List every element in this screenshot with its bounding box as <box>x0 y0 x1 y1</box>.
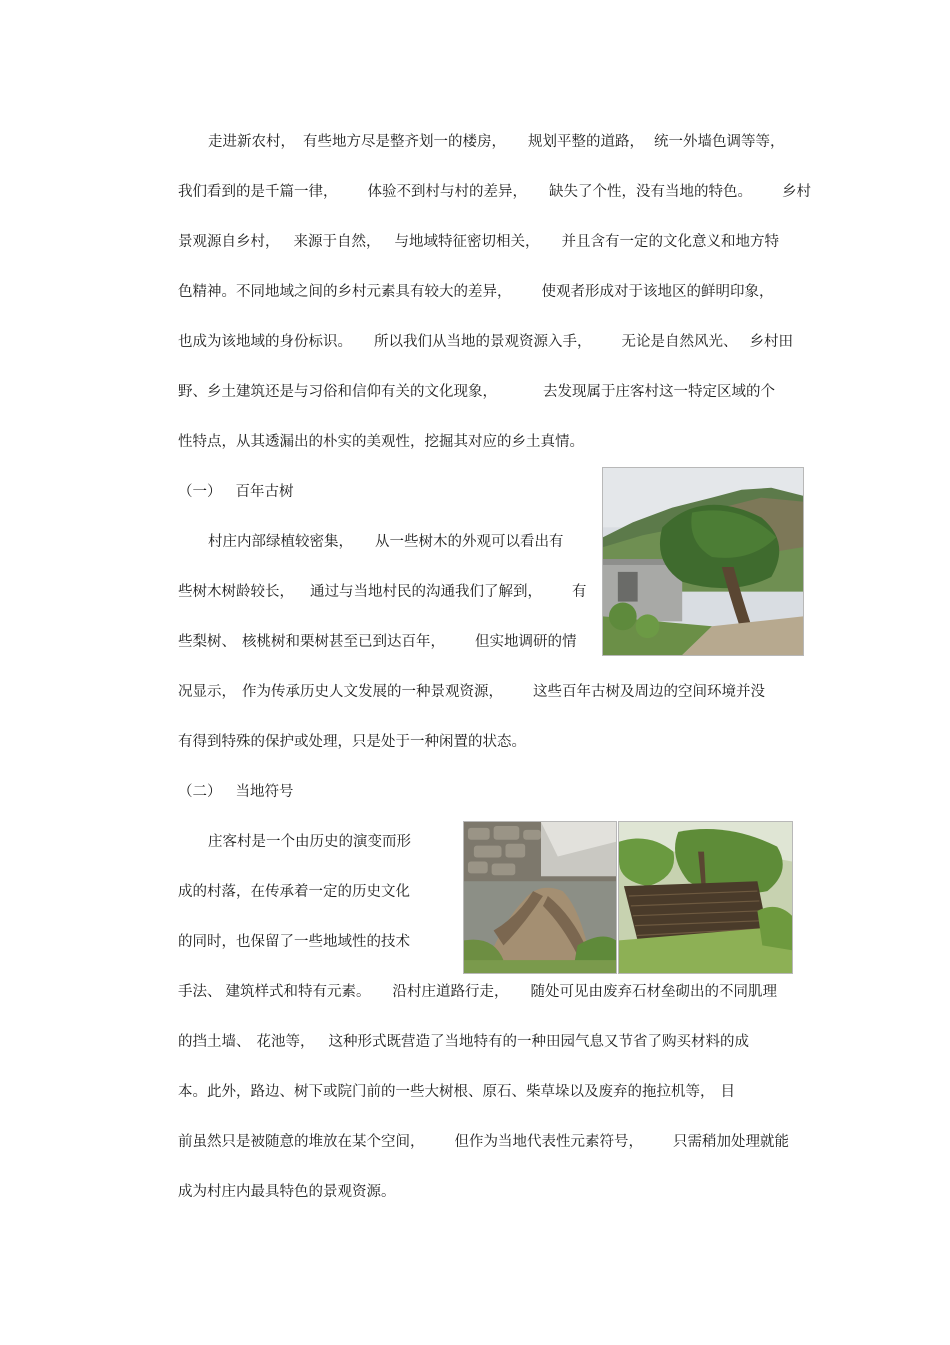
section1-heading: （一） 百年古树 <box>178 484 294 500</box>
section2-line-5: 的挡土墙、 花池等， 这种形式既营造了当地特有的一种田园气息又节省了购买材料的成 <box>178 1034 749 1050</box>
section2-line-2: 成的村落，在传承着一定的历史文化 <box>178 884 410 900</box>
section2-line-7: 前虽然只是被随意的堆放在某个空间， 但作为当地代表性元素符号， 只需稍加处理就能 <box>178 1134 789 1150</box>
tree-root-photo <box>463 821 617 974</box>
section2-line-8: 成为村庄内最具特色的景观资源。 <box>178 1184 396 1200</box>
section2-line-4: 手法、 建筑样式和特有元素。 沿村庄道路行走， 随处可见由废弃石材垒砌出的不同肌理 <box>178 984 777 1000</box>
section1-line-4: 况显示， 作为传承历史人文发展的一种景观资源， 这些百年古树及周边的空间环境并没 <box>178 684 765 700</box>
section2-line-3: 的同时，也保留了一些地域性的技术 <box>178 934 410 950</box>
section2-line-1: 庄客村是一个由历史的演变而形 <box>208 834 411 850</box>
section2-line-6: 本。此外，路边、树下或院门前的一些大树根、原石、柴草垛以及废弃的拖拉机等， 目 <box>178 1084 735 1100</box>
section1-line-1: 村庄内部绿植较密集， 从一些树木的外观可以看出有 <box>208 534 564 550</box>
section1-line-2: 些树木树龄较长， 通过与当地村民的沟通我们了解到， 有 <box>178 584 587 600</box>
intro-line-5: 也成为该地域的身份标识。 所以我们从当地的景观资源入手， 无论是自然风光、 乡村田 <box>178 334 793 350</box>
section1-line-5: 有得到特殊的保护或处理，只是处于一种闲置的状态。 <box>178 734 526 750</box>
haystack-photo <box>618 821 793 974</box>
intro-line-6: 野、乡土建筑还是与习俗和信仰有关的文化现象， 去发现属于庄客村这一特定区域的个 <box>178 384 775 400</box>
intro-line-2: 我们看到的是千篇一律， 体验不到村与村的差异， 缺失了个性，没有当地的特色。 乡村 <box>178 184 811 200</box>
intro-line-7: 性特点，从其透漏出的朴实的美观性，挖掘其对应的乡土真情。 <box>178 434 584 450</box>
section2-heading: （二） 当地符号 <box>178 784 294 800</box>
intro-line-3: 景观源自乡村， 来源于自然， 与地域特征密切相关， 并且含有一定的文化意义和地方特 <box>178 234 779 250</box>
section1-line-3: 些梨树、 核桃树和栗树甚至已到达百年， 但实地调研的情 <box>178 634 577 650</box>
intro-line-1: 走进新农村， 有些地方尽是整齐划一的楼房， 规划平整的道路， 统一外墙色调等等， <box>208 134 785 150</box>
ancient-tree-photo <box>602 467 804 656</box>
intro-line-4: 色精神。不同地域之间的乡村元素具有较大的差异， 使观者形成对于该地区的鲜明印象， <box>178 284 774 300</box>
